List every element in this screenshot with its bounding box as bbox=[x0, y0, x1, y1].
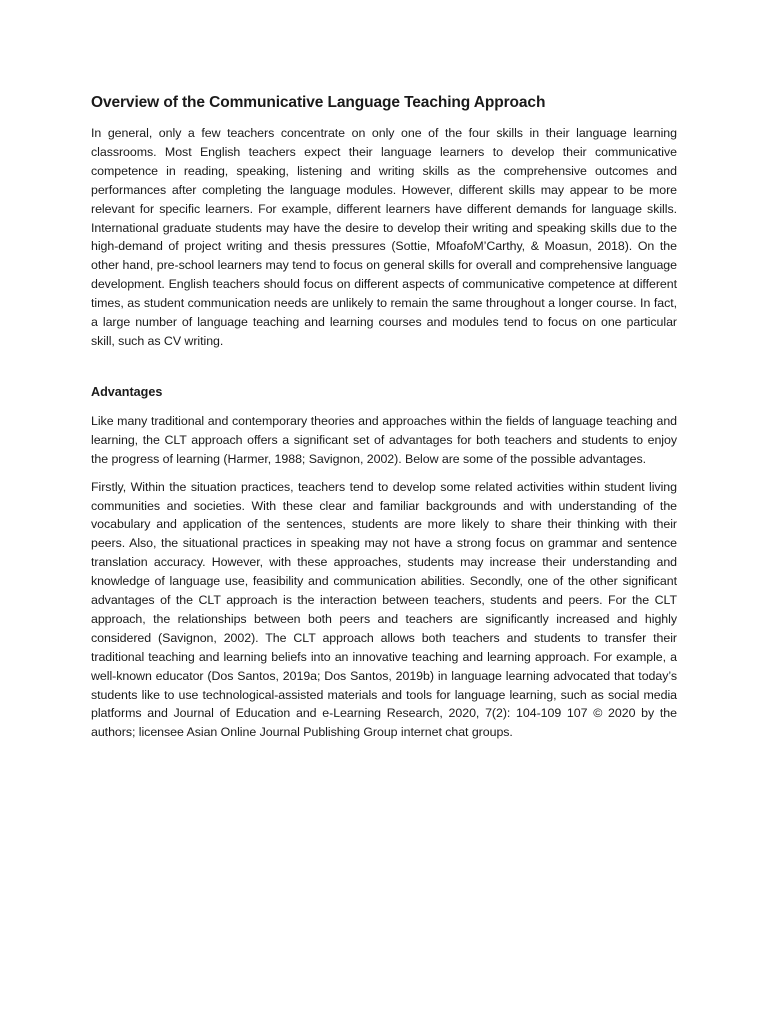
document-page bbox=[91, 92, 677, 742]
document-title: Overview of the Communicative Language Teaching Approach bbox=[91, 94, 546, 111]
intro-paragraph: In general, only a few teachers concentrate on only one of the four skills in their language learning classrooms. Most English teachers expect their language learners to develop their communicative competence in reading, speaking, listening and writing skills as the comprehensive outcomes and performances after completing the language modules. However, different skills may appear to be more relevant for specific learners. For example, different learners have different demands for language skills. International graduate students may have the desire to develop their writing and speaking skills due to the high-demand of project writing and thesis pressures (Sottie, MfoafoM’Carthy, & Moasun, 2018). On the other hand, pre-school learners may tend to focus on general skills for overall and comprehensive language development. English teachers should focus on different aspects of communicative competence at different times, as student communication needs are unlikely to remain the same throughout a longer course. In fact, a large number of language teaching and learning courses and modules tend to focus on one particular skill, such as CV writing. bbox=[91, 126, 677, 348]
advantages-heading: Advantages bbox=[91, 384, 163, 399]
advantages-section bbox=[91, 383, 677, 742]
advantages-paragraph-2: Firstly, Within the situation practices, teachers tend to develop some related activities within student living communities and societies. With these clear and familiar backgrounds and with understanding of the vocabulary and application of the sentences, students are more likely to share their thinking with their peers. Also, the situational practices in speaking may not have a strong focus on grammar and sentence translation accuracy. However, with these approaches, students may increase their understanding and knowledge of language use, feasibility and communication abilities. Secondly, one of the other significant advantages of the CLT approach is the interaction between teachers, students and peers. For the CLT approach, the relationships between both peers and teachers are significantly increased and highly considered (Savignon, 2002). The CLT approach allows both teachers and students to transfer their traditional teaching and learning beliefs into an innovative teaching and learning approach. For example, a well-known educator (Dos Santos, 2019a; Dos Santos, 2019b) in language learning advocated that today’s students like to use technological-assisted materials and tools for language learning, such as social media platforms and Journal of Education and e-Learning Research, 2020, 7(2): 104-109 107 © 2020 by the authors; licensee Asian Online Journal Publishing Group internet chat groups. bbox=[91, 479, 677, 740]
advantages-paragraph-1: Like many traditional and contemporary theories and approaches within the fields of language teaching and learning, the CLT approach offers a significant set of advantages for both teachers and students to enjoy the progress of learning (Harmer, 1988; Savignon, 2002). Below are some of the possible advantages. bbox=[91, 413, 677, 466]
